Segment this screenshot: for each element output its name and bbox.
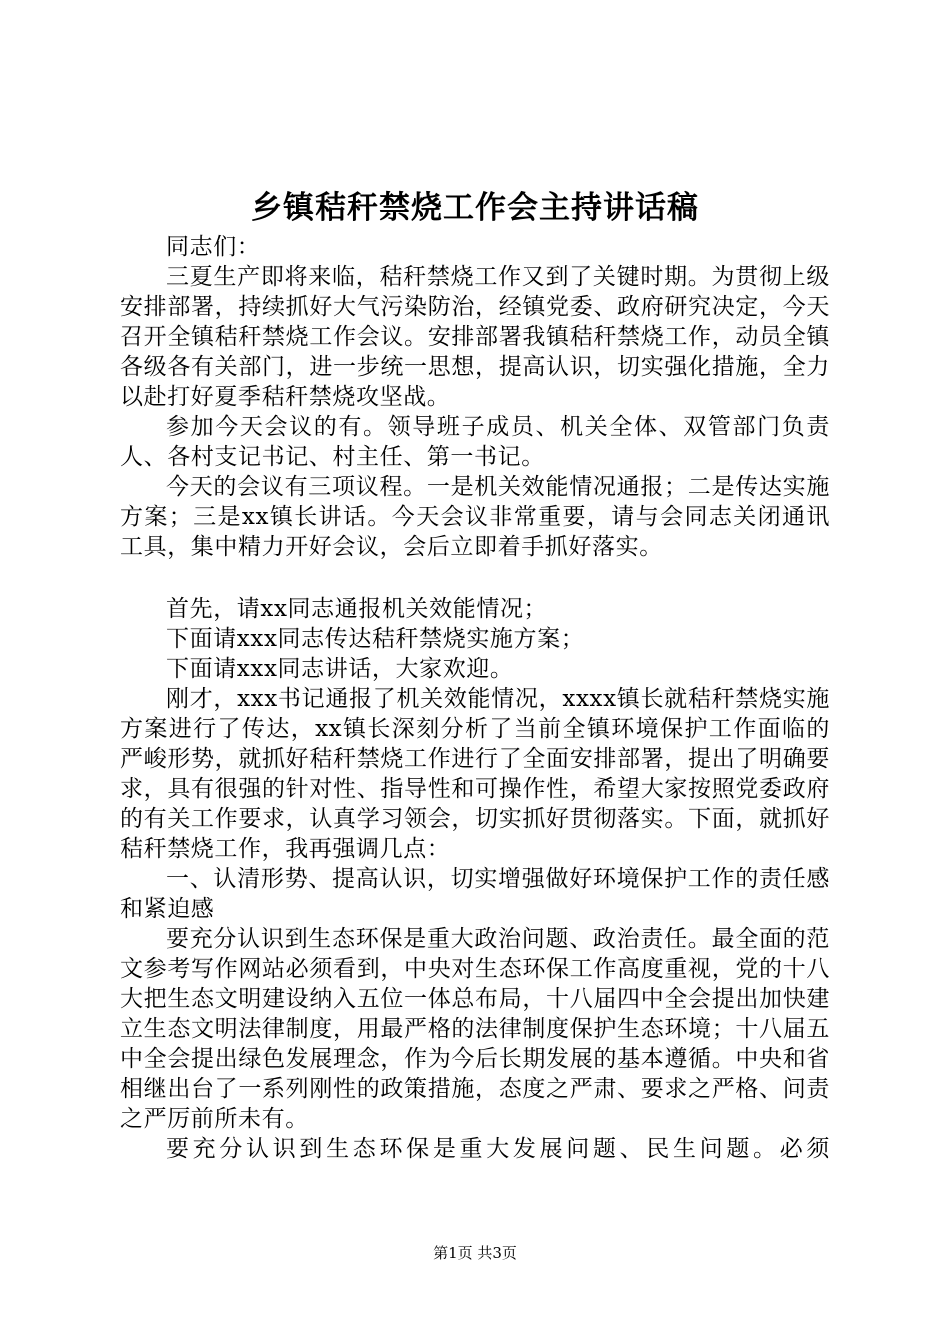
paragraph-summary: 刚才，xxx书记通报了机关效能情况，xxxx镇长就秸秆禁烧实施方案进行了传达，xx镇长深刻分析了当前全镇环境保护工作面临的严峻形势，就抓好秸秆禁烧工作进行了全面安排部署，提出了明确要求，具有很强的针对性、指导性和可操作性，希望大家按照党委政府的有关工作要求，认真学习领会，切实抓好贯彻落实。下面，就抓好秸秆禁烧工作，我再强调几点： xyxy=(120,686,830,862)
document-body xyxy=(120,232,830,1164)
blank-line xyxy=(120,562,830,594)
paragraph-section-heading-1: 一、认清形势、提高认识，切实增强做好环境保护工作的责任感和紧迫感 xyxy=(120,866,830,922)
paragraph-political-responsibility: 要充分认识到生态环保是重大政治问题、政治责任。最全面的范文参考写作网站必须看到，中央对生态环保工作高度重视，党的十八大把生态文明建设纳入五位一体总布局，十八届四中全会提出加快建立生态文明法律制度，用最严格的法律制度保护生态环境；十八届五中全会提出绿色发展理念，作为今后长期发展的基本遵循。中央和省相继出台了一系列刚性的政策措施，态度之严肃、要求之严格、问责之严厉前所未有。 xyxy=(120,926,830,1132)
paragraph-agenda: 今天的会议有三项议程。一是机关效能情况通报；二是传达实施方案；三是xx镇长讲话。今天会议非常重要，请与会同志关闭通讯工具，集中精力开好会议，会后立即着手抓好落实。 xyxy=(120,474,830,560)
page-footer: 第1页 共3页 xyxy=(433,1244,517,1262)
paragraph-attendees: 参加今天会议的有。领导班子成员、机关全体、双管部门负责人、各村支记书记、村主任、第一书记。 xyxy=(120,414,830,470)
paragraph-intro: 三夏生产即将来临，秸秆禁烧工作又到了关键时期。为贯彻上级安排部署，持续抓好大气污染防治，经镇党委、政府研究决定，今天召开全镇秸秆禁烧工作会议。安排部署我镇秸秆禁烧工作，动员全镇各级各有关部门，进一步统一思想，提高认识，切实强化措施，全力以赴打好夏季秸秆禁烧攻坚战。 xyxy=(120,264,830,410)
paragraph-agenda-item-1: 首先，请xx同志通报机关效能情况； xyxy=(166,596,548,622)
paragraph-development-issue: 要充分认识到生态环保是重大发展问题、民生问题。必须 xyxy=(166,1136,830,1162)
document-title: 乡镇秸秆禁烧工作会主持讲话稿 xyxy=(251,190,699,226)
paragraph-salutation: 同志们： xyxy=(166,234,261,260)
paragraph-agenda-item-3: 下面请xxx同志讲话，大家欢迎。 xyxy=(166,656,514,682)
paragraph-agenda-item-2: 下面请xxx同志传达秸秆禁烧实施方案； xyxy=(166,626,585,652)
